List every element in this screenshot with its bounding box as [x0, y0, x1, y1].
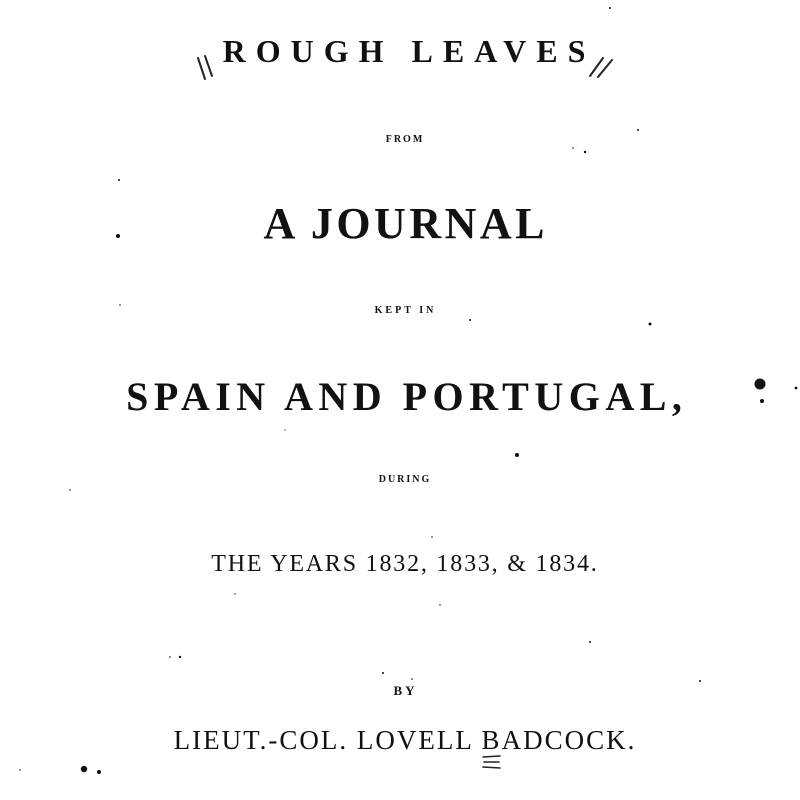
- scan-speck: [609, 7, 611, 9]
- scan-speck: [431, 536, 433, 538]
- title-line-a-journal: A JOURNAL: [263, 199, 549, 248]
- scan-speck: [649, 323, 652, 326]
- title-line-rough-leaves: ROUGH LEAVES: [222, 33, 596, 69]
- title-line-spain-and-portugal: SPAIN AND PORTUGAL,: [126, 374, 688, 419]
- scan-speck: [572, 147, 574, 149]
- ink-mark: [483, 756, 500, 768]
- scan-speck: [19, 769, 21, 771]
- scan-speck: [515, 453, 519, 457]
- scan-speck: [118, 179, 120, 181]
- author-name: LIEUT.-COL. LOVELL BADCOCK.: [173, 725, 637, 755]
- scan-speck: [284, 429, 285, 430]
- scan-speck: [382, 672, 384, 674]
- connector-from: FROM: [385, 134, 425, 145]
- scan-speck: [169, 656, 171, 658]
- scan-speck: [97, 770, 101, 774]
- connector-by: BY: [393, 683, 418, 698]
- scan-speck: [584, 151, 586, 153]
- scan-speck: [179, 656, 181, 658]
- ink-mark-stroke: [483, 756, 500, 757]
- connector-during: DURING: [378, 474, 432, 485]
- scan-speck: [234, 593, 235, 594]
- scan-speck: [637, 129, 639, 131]
- connector-kept-in: KEPT IN: [374, 305, 437, 316]
- scan-speck: [411, 678, 413, 680]
- scan-speck: [699, 680, 701, 682]
- scan-speck: [589, 641, 591, 643]
- ink-mark-stroke: [483, 767, 500, 768]
- years-line: THE YEARS 1832, 1833, & 1834.: [211, 551, 599, 577]
- scan-speck: [469, 319, 471, 321]
- scan-speck: [69, 489, 71, 491]
- scan-speck: [439, 604, 440, 605]
- scan-speck: [81, 766, 87, 772]
